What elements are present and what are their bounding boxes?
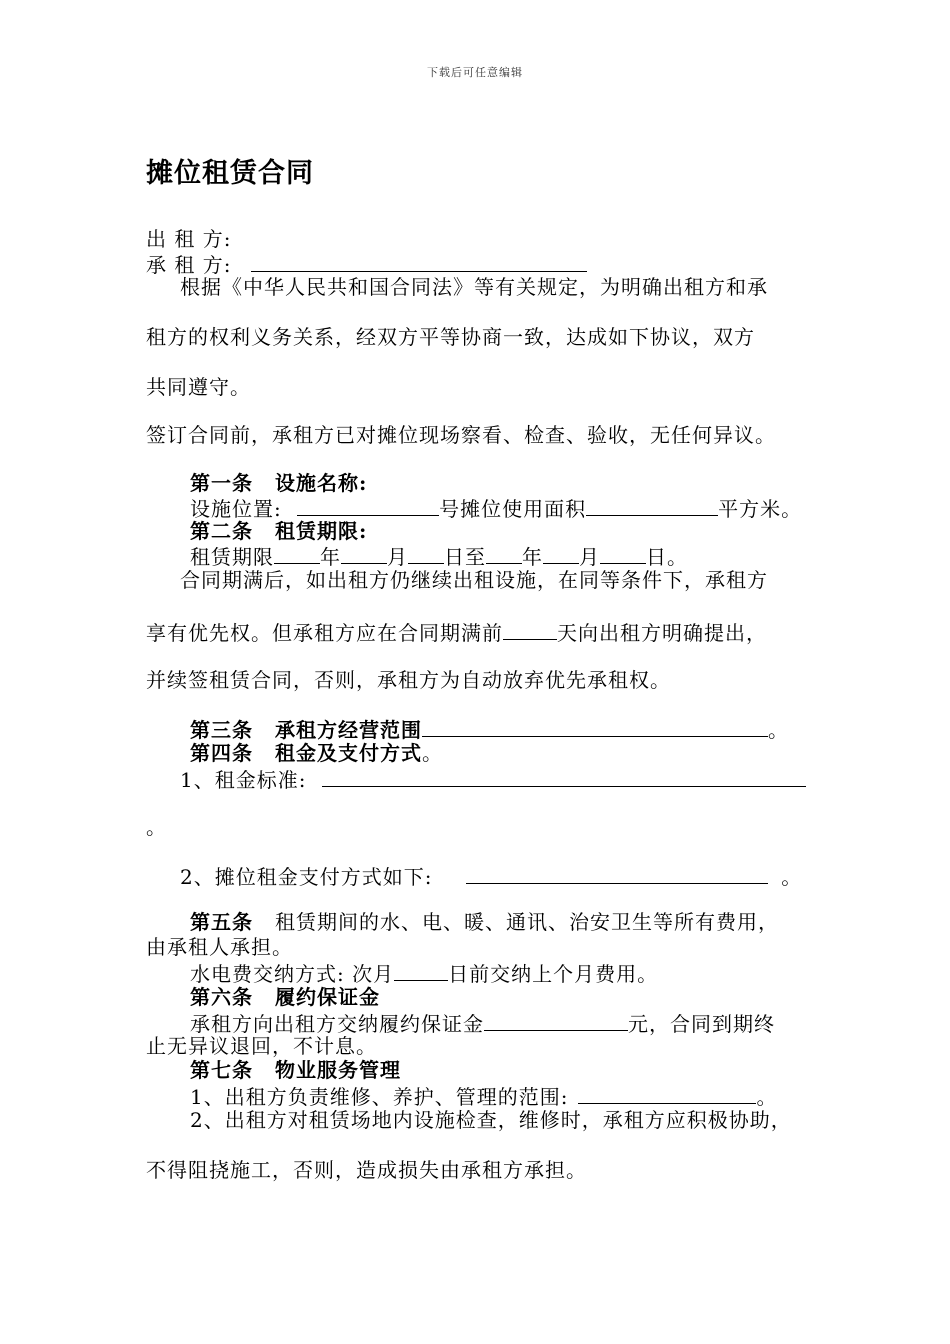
utility-payment-line — [190, 960, 658, 986]
deposit-amount-blank[interactable] — [484, 1010, 628, 1031]
article-2-number: 第二条 — [190, 519, 253, 543]
deposit-text-1a: 承租方向出租方交纳履约保证金 — [190, 1012, 484, 1036]
month-label: 月 — [387, 545, 408, 569]
start-year-blank[interactable] — [274, 543, 320, 564]
article-1-title: 设施名称: — [275, 471, 368, 495]
article-3-number: 第三条 — [190, 718, 253, 742]
intro-line-4: 签订合同前，承租方已对摊位现场察看、检查、验收，无任何异议。 — [146, 423, 776, 447]
intro-line-1: 根据《中华人民共和国合同法》等有关规定，为明确出租方和承 — [180, 275, 768, 299]
lessor-label: 出 租 方: — [146, 227, 232, 251]
article-1-number: 第一条 — [190, 471, 253, 495]
article-5-line-1 — [190, 910, 779, 934]
article-4-heading — [190, 741, 443, 765]
day-to-label: 日至 — [444, 545, 486, 569]
maintenance-scope-label: 1、出租方负责维修、养护、管理的范围: — [190, 1085, 569, 1109]
article-2-title: 租赁期限: — [275, 519, 368, 543]
intro-line-3: 共同遵守。 — [146, 375, 251, 399]
lessee-label: 承 租 方: — [146, 253, 232, 277]
start-day-blank[interactable] — [408, 543, 444, 564]
rent-payment-label: 2、摊位租金支付方式如下: — [180, 865, 433, 889]
article-4-title: 租金及支付方式 — [275, 741, 422, 765]
renewal-line-1: 合同期满后，如出租方仍继续出租设施，在同等条件下，承租方 — [180, 568, 768, 592]
deposit-text-1b: 元，合同到期终 — [628, 1012, 775, 1036]
article-4-title-end: 。 — [422, 741, 443, 765]
article-7-number: 第七条 — [190, 1058, 253, 1082]
stall-number-blank[interactable] — [297, 495, 439, 516]
rent-standard-blank[interactable] — [322, 766, 806, 787]
intro-line-2: 租方的权利义务关系，经双方平等协商一致，达成如下协议，双方 — [146, 325, 755, 349]
end-year-label: 年 — [522, 545, 543, 569]
utility-payment-prefix: 水电费交纳方式: 次月 — [190, 962, 395, 986]
maintenance-scope-end: 。 — [756, 1085, 778, 1109]
utility-day-blank[interactable] — [394, 960, 448, 981]
rent-standard-line — [180, 766, 806, 792]
end-month-blank[interactable] — [543, 543, 579, 564]
article-5-number: 第五条 — [190, 910, 253, 934]
end-year-blank[interactable] — [486, 543, 522, 564]
lease-term-label: 租赁期限 — [190, 545, 274, 569]
inspection-line-2: 不得阻挠施工，否则，造成损失由承租方承担。 — [146, 1158, 587, 1182]
article-2-heading — [190, 519, 367, 543]
article-7-heading — [190, 1058, 401, 1082]
facility-location-suffix: 平方米。 — [718, 497, 803, 521]
document-title: 摊位租赁合同 — [146, 158, 314, 189]
article-1-heading — [190, 471, 367, 495]
maintenance-scope-line — [190, 1083, 777, 1109]
lessee-blank[interactable] — [251, 251, 587, 272]
rent-payment-end: 。 — [781, 865, 803, 889]
deposit-line-2: 止无异议退回，不计息。 — [146, 1034, 377, 1058]
renewal-line-2b: 天向出租方明确提出， — [557, 621, 767, 645]
end-day-blank[interactable] — [600, 543, 646, 564]
article-3-end: 。 — [768, 718, 789, 742]
utility-payment-suffix: 日前交纳上个月费用。 — [448, 962, 659, 986]
end-day-label: 日。 — [646, 545, 688, 569]
renewal-line-3: 并续签租赁合同，否则，承租方为自动放弃优先承租权。 — [146, 668, 671, 692]
rent-payment-line — [180, 863, 802, 889]
facility-location-line — [190, 495, 802, 521]
article-6-number: 第六条 — [190, 985, 253, 1009]
lessee-line — [146, 251, 587, 277]
lease-term-line — [190, 543, 688, 569]
article-4-number: 第四条 — [190, 741, 253, 765]
rent-standard-label: 1、租金标准: — [180, 768, 307, 792]
facility-location-label: 设施位置: — [190, 497, 282, 521]
start-month-blank[interactable] — [341, 543, 387, 564]
renewal-line-2 — [146, 619, 767, 645]
article-3-line — [190, 716, 789, 742]
maintenance-scope-blank[interactable] — [578, 1083, 756, 1104]
facility-location-mid: 号摊位使用面积 — [439, 497, 587, 521]
year-label: 年 — [320, 545, 341, 569]
article-5-text-1: 租赁期间的水、电、暖、通讯、治安卫生等所有费用， — [275, 910, 779, 934]
article-6-title: 履约保证金 — [275, 985, 380, 1009]
renewal-line-2a: 享有优先权。但承租方应在合同期满前 — [146, 621, 503, 645]
article-5-line-2: 由承租人承担。 — [146, 935, 293, 959]
deposit-line-1 — [190, 1010, 775, 1036]
article-3-title: 承租方经营范围 — [275, 718, 422, 742]
end-month-label: 月 — [579, 545, 600, 569]
inspection-line-1: 2、出租方对租赁场地内设施检查，维修时，承租方应积极协助， — [190, 1108, 792, 1132]
rent-payment-blank[interactable] — [466, 863, 768, 884]
business-scope-blank[interactable] — [422, 716, 768, 737]
article-7-title: 物业服务管理 — [275, 1058, 401, 1082]
article-6-heading — [190, 985, 380, 1009]
rent-standard-end: 。 — [146, 815, 167, 839]
notice-days-blank[interactable] — [503, 619, 557, 640]
lessor-line — [146, 227, 231, 251]
page-header-note: 下载后可任意编辑 — [427, 66, 523, 79]
area-blank[interactable] — [586, 495, 718, 516]
